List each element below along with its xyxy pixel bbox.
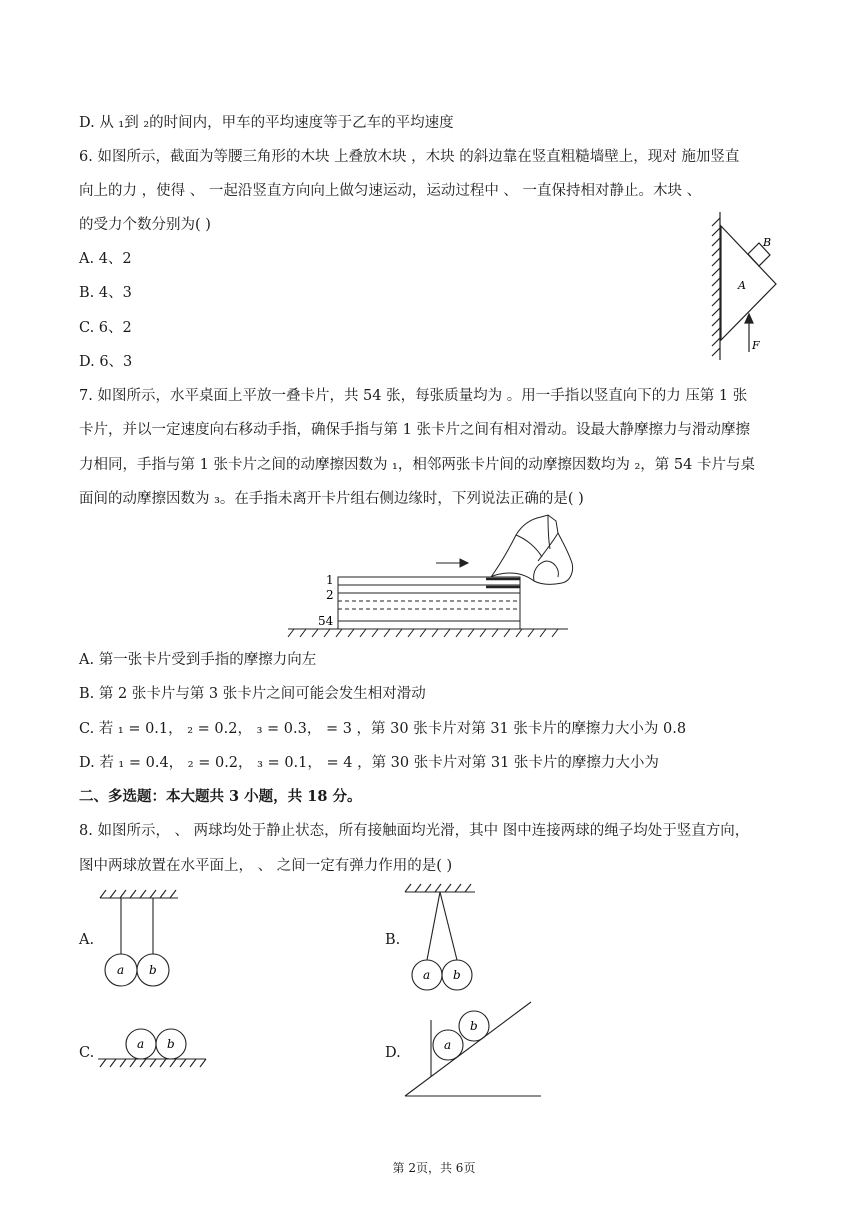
q8-stem-line1: 8. 如图所示， 、 两球均处于静止状态，所有接触面均光滑，其中 图中连接两球的绳子均处于竖直方向， [79, 823, 750, 839]
section-heading: 二、多选题：本大题共 3 小题，共 18 分。 [79, 788, 362, 805]
q7-stem-line1: 7. 如图所示，水平桌面上平放一叠卡片，共 54 张，每张质量均为 。用一手指以竖直向下的力 压第 1 张 [79, 388, 748, 404]
q7-figure [286, 513, 576, 641]
q6-option-c: C. 6、2 [79, 320, 132, 336]
q7-option-d: D. 若 ₁ = 0.4， ₂ = 0.2， ₃ = 0.1， = 4 ，第 30 张卡片对第 31 张卡片的摩擦力大小为 [79, 755, 659, 771]
q7-option-b: B. 第 2 张卡片与第 3 张卡片之间可能会发生相对滑动 [79, 686, 426, 702]
q8-option-b-label: B. [385, 932, 401, 948]
q8-option-d-label: D. [385, 1045, 401, 1061]
q8-b-ball-b: b [453, 968, 461, 982]
q7-card-label-2: 2 [326, 588, 334, 602]
q8-c-ball-a: a [137, 1037, 145, 1051]
q5-option-d: D. 从 ₁到 ₂的时间内，甲车的平均速度等于乙车的平均速度 [79, 115, 454, 131]
q8-figure-c [96, 1024, 208, 1074]
q6-figure [708, 210, 788, 365]
q7-option-c: C. 若 ₁ = 0.1， ₂ = 0.2， ₃ = 0.3， = 3 ，第 30 张卡片对第 31 张卡片的摩擦力大小为 0.8 [79, 721, 687, 737]
q7-stem-line4: 面间的动摩擦因数为 ₃。在手指未离开卡片组右侧边缘时，下列说法正确的是( ) [79, 491, 584, 507]
q6-label-b: B [763, 236, 772, 249]
q6-option-b: B. 4、3 [79, 285, 132, 301]
q8-figure-b [403, 880, 483, 994]
q8-c-ball-b: b [167, 1037, 175, 1051]
q8-d-ball-a: a [444, 1038, 452, 1052]
q8-option-c-label: C. [79, 1045, 95, 1061]
q8-d-ball-b: b [470, 1019, 478, 1033]
q8-figure-a [96, 886, 182, 988]
q7-card-label-54: 54 [318, 614, 334, 628]
q7-option-a: A. 第一张卡片受到手指的摩擦力向左 [79, 652, 317, 668]
page-number: 第 2页，共 6页 [392, 1161, 476, 1175]
q8-stem-line2: 图中两球放置在水平面上， 、 之间一定有弹力作用的是( ) [79, 858, 453, 874]
q6-option-d: D. 6、3 [79, 354, 133, 370]
q8-option-a-label: A. [79, 932, 95, 948]
q8-figure-d [403, 1000, 543, 1100]
q6-stem-line1: 6. 如图所示，截面为等腰三角形的木块 上叠放木块 ，木块 的斜边靠在竖直粗糙墙壁上，现对 施加竖直 [79, 149, 740, 165]
q8-a-ball-a: a [117, 963, 125, 977]
q6-stem-line2: 向上的力 ，使得 、 一起沿竖直方向向上做匀速运动，运动过程中 、 一直保持相对静止。木块 、 [79, 183, 702, 199]
q7-stem-line3: 力相同，手指与第 1 张卡片之间的动摩擦因数为 ₁，相邻两张卡片间的动摩擦因数均为 ₂，第 54 卡片与桌 [79, 457, 755, 473]
q8-b-ball-a: a [423, 968, 431, 982]
q6-option-a: A. 4、2 [79, 251, 132, 267]
q6-stem-line3: 的受力个数分别为( ) [79, 217, 211, 233]
q6-label-f: F [752, 339, 760, 352]
q7-stem-line2: 卡片，并以一定速度向右移动手指，确保手指与第 1 张卡片之间有相对滑动。设最大静摩擦力与滑动摩擦 [79, 422, 750, 438]
q8-a-ball-b: b [149, 963, 157, 977]
q6-label-a: A [738, 279, 746, 292]
q7-card-label-1: 1 [326, 573, 334, 587]
